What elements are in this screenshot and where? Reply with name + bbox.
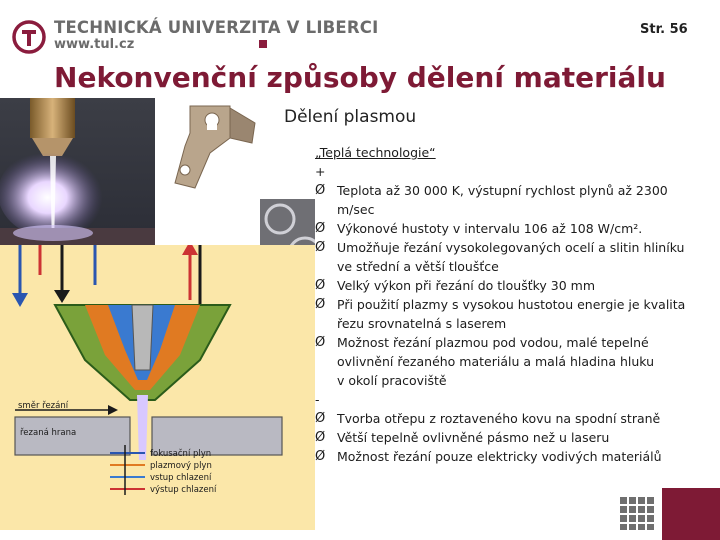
bullet-arrow-icon: Ø — [315, 240, 326, 255]
bullet-arrow-icon: Ø — [315, 297, 326, 312]
bullet-list — [315, 143, 715, 466]
bullet-arrow-icon: Ø — [315, 449, 326, 464]
legend-item: plazmový plyn — [150, 461, 212, 471]
legend-item: vstup chlazení — [150, 473, 212, 483]
pro-item-cont: řezu srovnatelná s laserem — [337, 316, 507, 331]
legend-item: fokusační plyn — [150, 449, 212, 459]
pro-item: Velký výkon při řezání do tloušťky 30 mm — [337, 278, 596, 293]
pro-item-cont: ovlivnění řezaného materiálu a malá hladina hluku — [337, 354, 655, 369]
pro-item: Možnost řezání plazmou pod vodou, malé tepelné — [337, 335, 649, 350]
label-cut-direction: směr řezání — [18, 401, 69, 411]
pro-item: Umožňuje řezání vysokolegovaných ocelí a slitin hliníku — [337, 240, 685, 255]
pro-item: Teplota až 30 000 K, výstupní rychlost plynů až 2300 — [337, 183, 668, 198]
pro-item-cont: m/sec — [337, 202, 375, 217]
university-logo-icon — [12, 20, 46, 54]
con-item: Větší tepelně ovlivněné pásmo než u laseru — [337, 430, 610, 445]
university-name: TECHNICKÁ UNIVERZITA V LIBERCI — [54, 18, 379, 37]
cut-parts-photo — [160, 98, 260, 198]
slide-subtitle: Dělení plasmou — [284, 107, 417, 127]
bullet-arrow-icon: Ø — [315, 411, 326, 426]
pro-item: Při použití plazmy s vysokou hustotou energie je kvalita — [337, 297, 686, 312]
page-number: Str. 56 — [640, 22, 688, 37]
cons-marker: - — [315, 392, 320, 407]
bullet-arrow-icon: Ø — [315, 183, 326, 198]
decorative-grid-icon — [620, 497, 656, 530]
con-item: Tvorba otřepu z roztaveného kovu na spodní straně — [337, 411, 661, 426]
pros-marker: + — [315, 164, 326, 179]
pro-item: Výkonové hustoty v intervalu 106 až 108 W/cm². — [337, 221, 643, 236]
label-cut-edge: řezaná hrana — [20, 428, 77, 438]
bullet-arrow-icon: Ø — [315, 430, 326, 445]
university-website-link[interactable]: www.tul.cz — [54, 37, 135, 52]
plasma-cutting-schematic — [0, 245, 315, 530]
bullet-arrow-icon: Ø — [315, 278, 326, 293]
bullet-arrow-icon: Ø — [315, 221, 326, 236]
intro-text: „Teplá technologie“ — [315, 145, 436, 160]
brand-corner-block — [662, 488, 720, 540]
bullet-arrow-icon: Ø — [315, 335, 326, 350]
plasma-torch-photo — [0, 98, 155, 255]
legend-item: výstup chlazení — [150, 485, 217, 495]
pro-item-cont: ve střední a větší tloušťce — [337, 259, 499, 274]
brand-square — [259, 40, 267, 48]
con-item: Možnost řezání pouze elektricky vodivých materiálů — [337, 449, 662, 464]
slide-title: Nekonvenční způsoby dělení materiálu — [54, 61, 666, 94]
pro-item-cont: v okolí pracoviště — [337, 373, 447, 388]
